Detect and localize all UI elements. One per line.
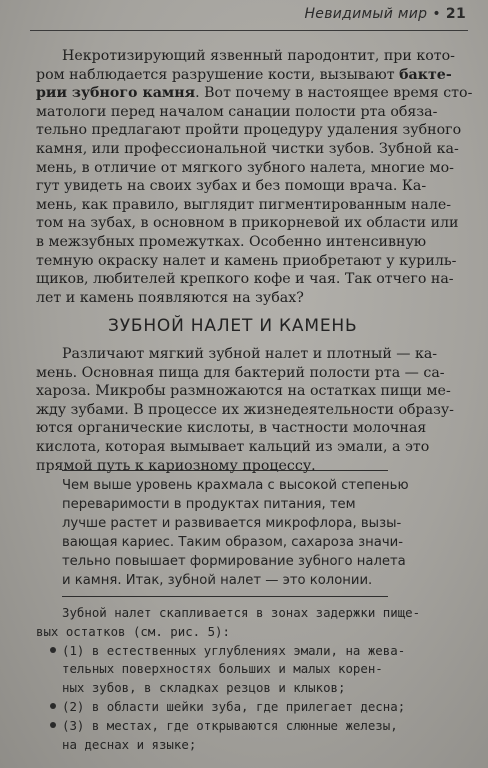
running-head-title: Невидимый мир bbox=[304, 6, 428, 22]
paragraph-line: жду зубами. В процессе их жизнедеятельности образу- bbox=[36, 401, 454, 418]
body-paragraph bbox=[0, 345, 488, 475]
bullet-icon bbox=[50, 647, 56, 653]
paragraph-line bbox=[0, 84, 488, 103]
paragraph-line: Некротизирующий язвенный пародонтит, при кото- bbox=[62, 48, 455, 64]
bullet-icon bbox=[50, 703, 56, 709]
bold-term: бакте- bbox=[399, 66, 452, 83]
list-item-continuation: тельных поверхностях больших и малых корен- bbox=[62, 661, 383, 677]
paragraph-line: матологи перед началом санации полости рта обяза- bbox=[36, 103, 438, 120]
paragraph-line: тельно предлагают пройти процедуру удаления зубного bbox=[36, 122, 462, 139]
bullet-icon bbox=[50, 722, 56, 728]
paragraph-line: гут увидеть на своих зубах и без помощи врача. Ка- bbox=[36, 178, 427, 195]
header-rule bbox=[30, 30, 468, 31]
paragraph-line: лет и камень появляются на зубах? bbox=[36, 289, 304, 306]
paragraph-line: темную окраску налет и камень приобретают у куриль- bbox=[36, 252, 457, 269]
list-item: (3) в местах, где открываются слюнные железы, bbox=[0, 717, 488, 736]
paragraph-line: мень, как правило, выглядит пигментированным нале- bbox=[36, 196, 452, 213]
bold-term: рии зубного камня bbox=[36, 85, 196, 102]
paragraph-line: кислота, которая вымывает кальций из эмали, а это bbox=[36, 438, 430, 455]
intro-paragraph bbox=[0, 47, 488, 307]
callout-line: и камня. Итак, зубной налет — это колонии. bbox=[62, 573, 373, 588]
paragraph-line: Различают мягкий зубной налет и плотный — ка- bbox=[62, 346, 438, 362]
paragraph-line: том на зубах, в основном в прикорневой их области или bbox=[36, 215, 459, 232]
callout-line: Чем выше уровень крахмала с высокой степенью bbox=[62, 478, 409, 493]
running-head-separator: • bbox=[432, 6, 441, 22]
paragraph-line: мень, в отличие от мягкого зубного налета, многие мо- bbox=[36, 159, 454, 176]
page-header bbox=[0, 0, 488, 36]
callout-line: лучше растет и развивается микрофлора, вызы- bbox=[62, 516, 402, 531]
paragraph-line: ром наблюдается разрушение кости, вызывают бакте- bbox=[36, 66, 452, 83]
callout-box bbox=[0, 476, 488, 590]
intro-line-2-rest: . Вот почему в настоящее время сто- bbox=[195, 85, 473, 102]
callout-top-rule bbox=[62, 470, 388, 471]
section-heading: ЗУБНОЙ НАЛЕТ И КАМЕНЬ bbox=[108, 316, 358, 336]
paragraph-line: Зубной налет скапливается в зонах задержки пище- bbox=[62, 605, 421, 620]
plaque-zones-section bbox=[0, 604, 488, 754]
paragraph-line: мень. Основная пища для бактерий полости рта — са- bbox=[36, 364, 445, 381]
paragraph-line: прямой путь к кариозному процессу. bbox=[36, 457, 316, 474]
paragraph-line: ются органические кислоты, в частности молочная bbox=[36, 420, 427, 437]
running-head bbox=[304, 6, 466, 22]
paragraph-line: вых остатков (см. рис. 5): bbox=[36, 623, 230, 639]
list-item: (2) в области шейки зуба, где прилегает десна; bbox=[0, 698, 488, 717]
callout-line: вающая кариес. Таким образом, сахароза значи- bbox=[62, 535, 403, 550]
callout-bottom-rule bbox=[62, 596, 388, 597]
callout-line: тельно повышает формирование зубного налета bbox=[62, 554, 406, 569]
list-item-continuation: на деснах и языке; bbox=[62, 736, 197, 752]
page-number: 21 bbox=[445, 6, 466, 22]
callout-line: переваримости в продуктах питания, тем bbox=[62, 497, 356, 512]
paragraph-line: щиков, любителей крепкого кофе и чая. Так отчего на- bbox=[36, 271, 454, 288]
paragraph-line: в межзубных промежутках. Особенно интенсивную bbox=[36, 233, 427, 250]
list-item-continuation: ных зубов, в складках резцов и клыков; bbox=[62, 680, 346, 696]
paragraph-line: хароза. Микробы размножаются на остатках пищи ме- bbox=[36, 383, 451, 400]
list-item: (1) в естественных углублениях эмали, на жева- bbox=[0, 642, 488, 661]
paragraph-line: камня, или профессиональной чистки зубов. Зубной ка- bbox=[36, 140, 459, 157]
